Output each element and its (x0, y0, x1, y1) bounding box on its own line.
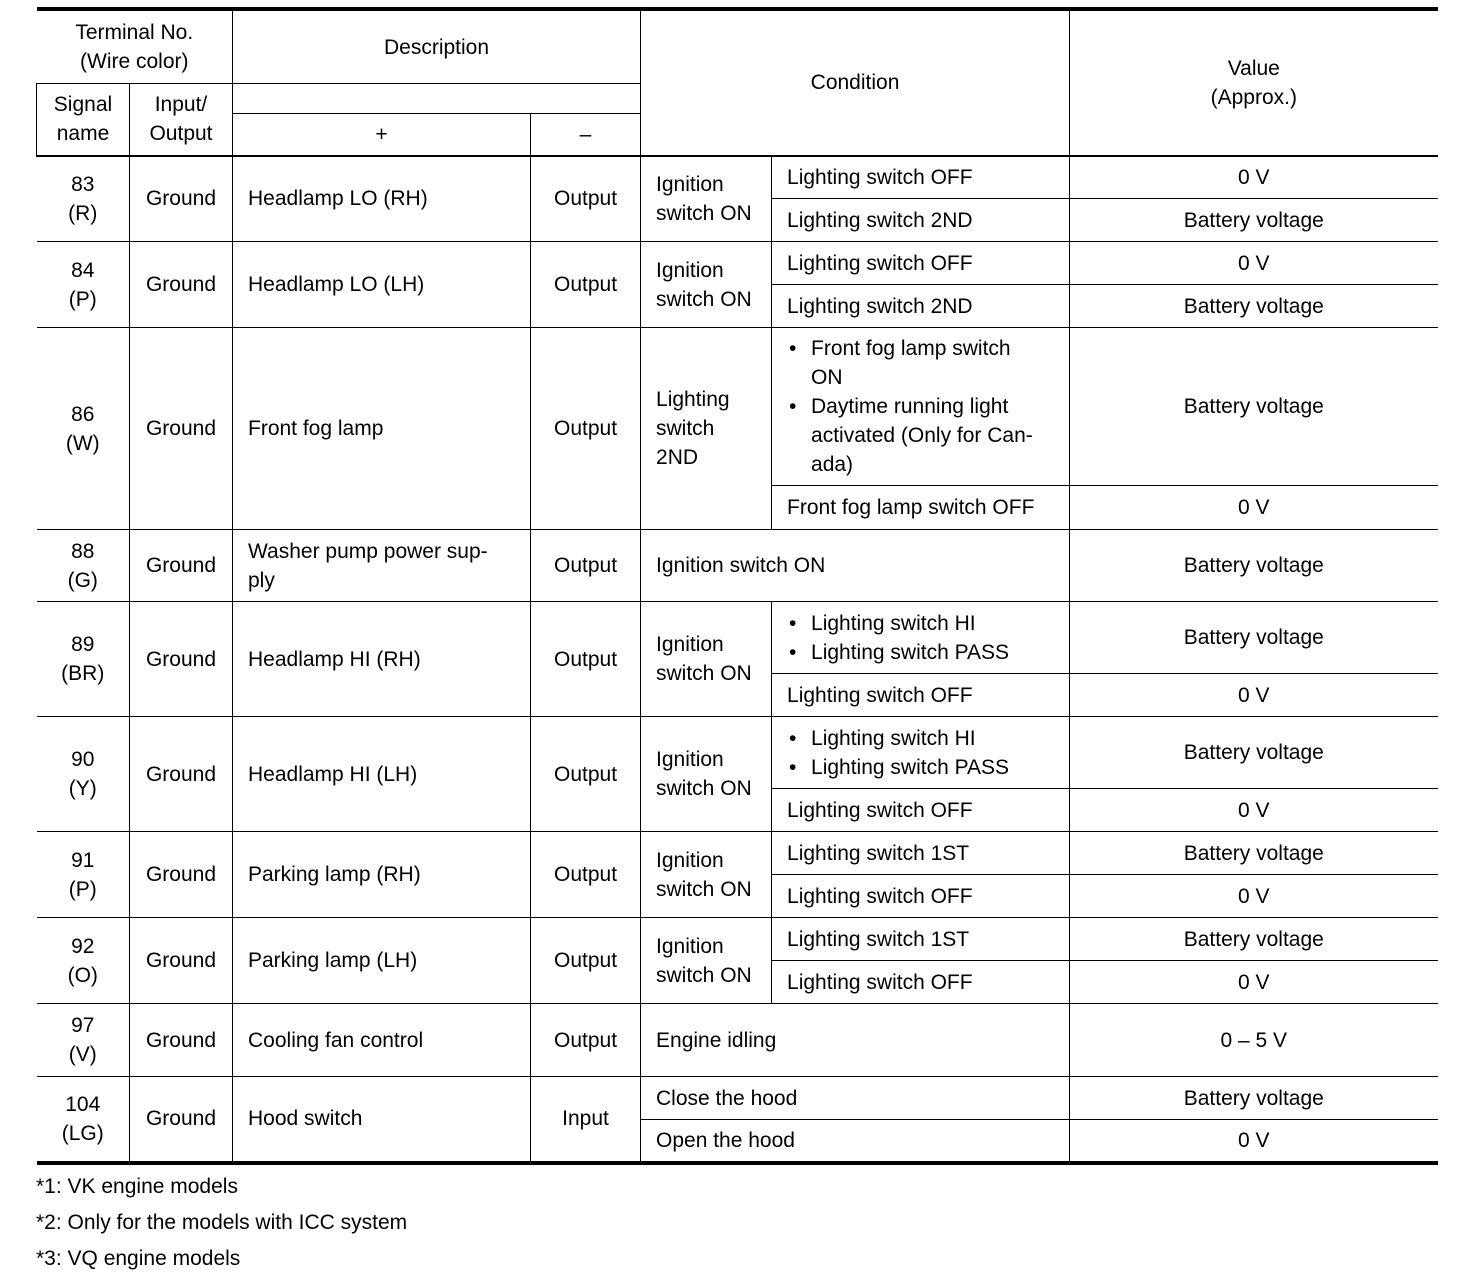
text-line: switch ON (656, 877, 752, 901)
text-line: 2ND (656, 446, 699, 469)
text-line: Cooling fan control (248, 1028, 424, 1052)
table-row (37, 530, 1438, 602)
text-line: • Lighting switch PASS (811, 640, 1010, 664)
minus-cell: Ground (130, 918, 233, 1004)
minus-cell: Ground (130, 717, 233, 832)
wire-color: (P) (68, 877, 97, 901)
terminal-number: 84 (71, 258, 95, 282)
condition-bullet (787, 724, 1063, 753)
text-line: switch ON (656, 287, 752, 311)
signal-name-cell (233, 832, 531, 918)
condition-bullets (787, 724, 1063, 782)
condition-bullet (787, 609, 1063, 638)
text-line: switch ON (656, 662, 752, 685)
terminal-cell (37, 328, 130, 530)
terminal-cell (37, 530, 130, 602)
value-cell: Battery voltage (1070, 285, 1438, 328)
condition-cell (641, 1077, 1070, 1120)
footnotes (36, 1169, 1437, 1277)
condition-cell (641, 530, 1070, 602)
signal-name-cell (233, 602, 531, 717)
minus-cell: Ground (130, 1077, 233, 1163)
text-line: Lighting switch OFF (787, 251, 973, 275)
condition-main-cell (641, 602, 772, 717)
header-input-output (130, 84, 233, 156)
text-line: Lighting switch OFF (787, 970, 973, 994)
header-approx-text: (Approx.) (1210, 85, 1297, 109)
text-line: Ignition (656, 258, 724, 282)
io-cell: Output (531, 1004, 641, 1077)
text-line: Close the hood (656, 1086, 798, 1110)
io-cell: Output (531, 530, 641, 602)
io-cell: Output (531, 832, 641, 918)
table-row (37, 602, 1438, 674)
value-cell: 0 V (1070, 1120, 1438, 1163)
signal-name-cell (233, 156, 531, 242)
text-line: switch ON (656, 963, 752, 987)
condition-main-cell (641, 832, 772, 918)
minus-cell: Ground (130, 156, 233, 242)
io-cell: Output (531, 156, 641, 242)
minus-cell: Ground (130, 1004, 233, 1077)
condition-main-cell (641, 918, 772, 1004)
condition-main-cell (641, 242, 772, 328)
condition-cell (772, 832, 1070, 875)
condition-bullets (787, 334, 1063, 479)
table-row (37, 832, 1438, 875)
condition-cell (772, 156, 1070, 199)
terminal-cell (37, 156, 130, 242)
condition-main-cell (641, 156, 772, 242)
terminal-cell (37, 1077, 130, 1163)
wire-color: (O) (67, 963, 98, 987)
minus-cell: Ground (130, 242, 233, 328)
table-row (37, 328, 1438, 486)
terminal-cell (37, 918, 130, 1004)
wire-color: (W) (65, 431, 100, 455)
table-row (37, 918, 1438, 961)
text-line: Lighting switch 1ST (787, 841, 970, 865)
condition-cell (772, 486, 1070, 530)
text-line: Lighting switch OFF (787, 884, 973, 908)
condition-cell (772, 875, 1070, 918)
text-line: Ignition (656, 748, 724, 771)
value-cell: 0 V (1070, 961, 1438, 1004)
header-terminal-no (37, 9, 233, 84)
text-line: Engine idling (656, 1028, 777, 1052)
terminal-number: 92 (71, 934, 95, 958)
text-line: ada) (811, 453, 854, 476)
text-line: Washer pump power sup- (248, 539, 488, 563)
header-plus: + (233, 114, 531, 156)
header-value-text: Value (1227, 56, 1280, 80)
condition-cell (772, 717, 1070, 789)
wire-color: (G) (67, 568, 98, 592)
text-line: Ignition (656, 934, 724, 958)
signal-name-cell (233, 1004, 531, 1077)
text-line: Parking lamp (RH) (248, 863, 421, 886)
condition-bullet (787, 392, 1063, 479)
text-line: Front fog lamp (248, 417, 384, 440)
minus-cell: Ground (130, 328, 233, 530)
value-cell: 0 V (1070, 242, 1438, 285)
minus-cell: Ground (130, 602, 233, 717)
header-signal-name: Signal name (37, 84, 130, 156)
signal-name-cell (233, 242, 531, 328)
terminal-table-sheet (36, 7, 1437, 1277)
text-line: Open the hood (656, 1128, 795, 1152)
condition-cell (641, 1004, 1070, 1077)
io-cell: Output (531, 242, 641, 328)
condition-cell (772, 199, 1070, 242)
wire-color: (V) (68, 1043, 97, 1066)
io-cell: Output (531, 602, 641, 717)
text-line: Lighting switch OFF (787, 165, 973, 189)
terminal-cell (37, 242, 130, 328)
wire-color: (LG) (61, 1121, 104, 1145)
wire-color: (BR) (61, 662, 105, 685)
terminal-number: 86 (71, 402, 95, 426)
text-line: • Lighting switch PASS (811, 755, 1010, 779)
value-cell: 0 V (1070, 156, 1438, 199)
condition-bullet (787, 334, 1063, 392)
text-line: ply (248, 568, 275, 592)
text-line: activated (Only for Can- (811, 424, 1033, 447)
header-terminal-no-text: Terminal No. (75, 21, 194, 44)
header-wire-color-text: (Wire color) (80, 50, 189, 73)
condition-main-cell (641, 328, 772, 530)
value-cell: Battery voltage (1070, 530, 1438, 602)
condition-cell (772, 328, 1070, 486)
wire-color: (Y) (68, 777, 97, 800)
text-line: Ignition (656, 172, 724, 196)
value-cell: 0 V (1070, 789, 1438, 832)
value-cell: Battery voltage (1070, 832, 1438, 875)
condition-cell (772, 674, 1070, 717)
footnote-2: *2: Only for the models with ICC system (36, 1210, 408, 1234)
header-output-text: Output (149, 122, 213, 146)
table-row (37, 1077, 1438, 1120)
condition-cell (772, 789, 1070, 832)
text-line: Lighting switch OFF (787, 798, 973, 822)
io-cell: Input (531, 1077, 641, 1163)
signal-name-cell (233, 1077, 531, 1163)
condition-cell (772, 602, 1070, 674)
terminal-cell (37, 1004, 130, 1077)
text-line: switch ON (656, 777, 752, 800)
text-line: switch ON (656, 201, 752, 225)
terminal-number: 83 (71, 172, 95, 196)
terminal-cell (37, 717, 130, 832)
io-cell: Output (531, 717, 641, 832)
value-cell: 0 – 5 V (1070, 1004, 1438, 1077)
signal-name-cell (233, 717, 531, 832)
terminal-number: 90 (71, 748, 95, 771)
minus-cell: Ground (130, 832, 233, 918)
terminal-table (36, 7, 1438, 1165)
condition-cell (641, 1120, 1070, 1163)
text-line: Lighting (656, 388, 730, 411)
condition-bullet (787, 638, 1063, 667)
condition-cell (772, 242, 1070, 285)
table-row (37, 242, 1438, 285)
header-value (1070, 9, 1438, 156)
signal-name-cell (233, 328, 531, 530)
io-cell: Output (531, 918, 641, 1004)
text-line: • Lighting switch HI (811, 726, 976, 750)
text-line: Front fog lamp switch OFF (787, 496, 1035, 519)
text-line: ON (811, 366, 843, 389)
signal-name-cell (233, 918, 531, 1004)
terminal-number: 89 (71, 633, 95, 656)
text-line: • Front fog lamp switch (811, 337, 1011, 360)
header-input-text: Input/ (154, 93, 208, 117)
condition-cell (772, 961, 1070, 1004)
value-cell: Battery voltage (1070, 199, 1438, 242)
terminal-number: 104 (65, 1092, 101, 1116)
table-row (37, 156, 1438, 199)
table-row (37, 717, 1438, 789)
terminal-cell (37, 832, 130, 918)
condition-bullets (787, 609, 1063, 667)
condition-cell (772, 918, 1070, 961)
text-line: Hood switch (248, 1107, 363, 1131)
text-line: Headlamp LO (LH) (248, 273, 425, 296)
value-cell: Battery voltage (1070, 602, 1438, 674)
text-line: Headlamp LO (RH) (248, 187, 428, 211)
terminal-number: 91 (71, 848, 95, 872)
text-line: • Daytime running light (811, 395, 1009, 418)
signal-name-cell (233, 530, 531, 602)
text-line: • Lighting switch HI (811, 611, 976, 635)
footnote-3: *3: VQ engine models (36, 1246, 241, 1270)
text-line: Lighting switch OFF (787, 683, 973, 707)
header-condition: Condition (641, 9, 1070, 156)
text-line: Ignition (656, 848, 724, 872)
text-line: Lighting switch 2ND (787, 294, 973, 318)
text-line: Headlamp HI (LH) (248, 762, 418, 786)
value-cell: Battery voltage (1070, 1077, 1438, 1120)
text-line: Ignition (656, 633, 724, 656)
text-line: Headlamp HI (RH) (248, 647, 421, 671)
wire-color: (P) (68, 287, 97, 311)
value-cell: Battery voltage (1070, 328, 1438, 486)
minus-cell: Ground (130, 530, 233, 602)
condition-main-cell (641, 717, 772, 832)
terminal-number: 97 (71, 1014, 95, 1037)
condition-cell (772, 285, 1070, 328)
text-line: switch (656, 417, 715, 440)
condition-bullet (787, 753, 1063, 782)
io-cell: Output (531, 328, 641, 530)
value-cell: Battery voltage (1070, 918, 1438, 961)
header-minus: – (531, 114, 641, 156)
text-line: Lighting switch 2ND (787, 208, 973, 232)
value-cell: Battery voltage (1070, 717, 1438, 789)
table-row (37, 1004, 1438, 1077)
terminal-number: 88 (71, 539, 95, 563)
header-description: Description (233, 9, 641, 84)
value-cell: 0 V (1070, 486, 1438, 530)
text-line: Ignition switch ON (656, 554, 826, 577)
value-cell: 0 V (1070, 674, 1438, 717)
value-cell: 0 V (1070, 875, 1438, 918)
text-line: Parking lamp (LH) (248, 949, 418, 972)
text-line: Lighting switch 1ST (787, 927, 970, 951)
wire-color: (R) (68, 201, 98, 225)
terminal-cell (37, 602, 130, 717)
footnote-1: *1: VK engine models (36, 1174, 238, 1198)
